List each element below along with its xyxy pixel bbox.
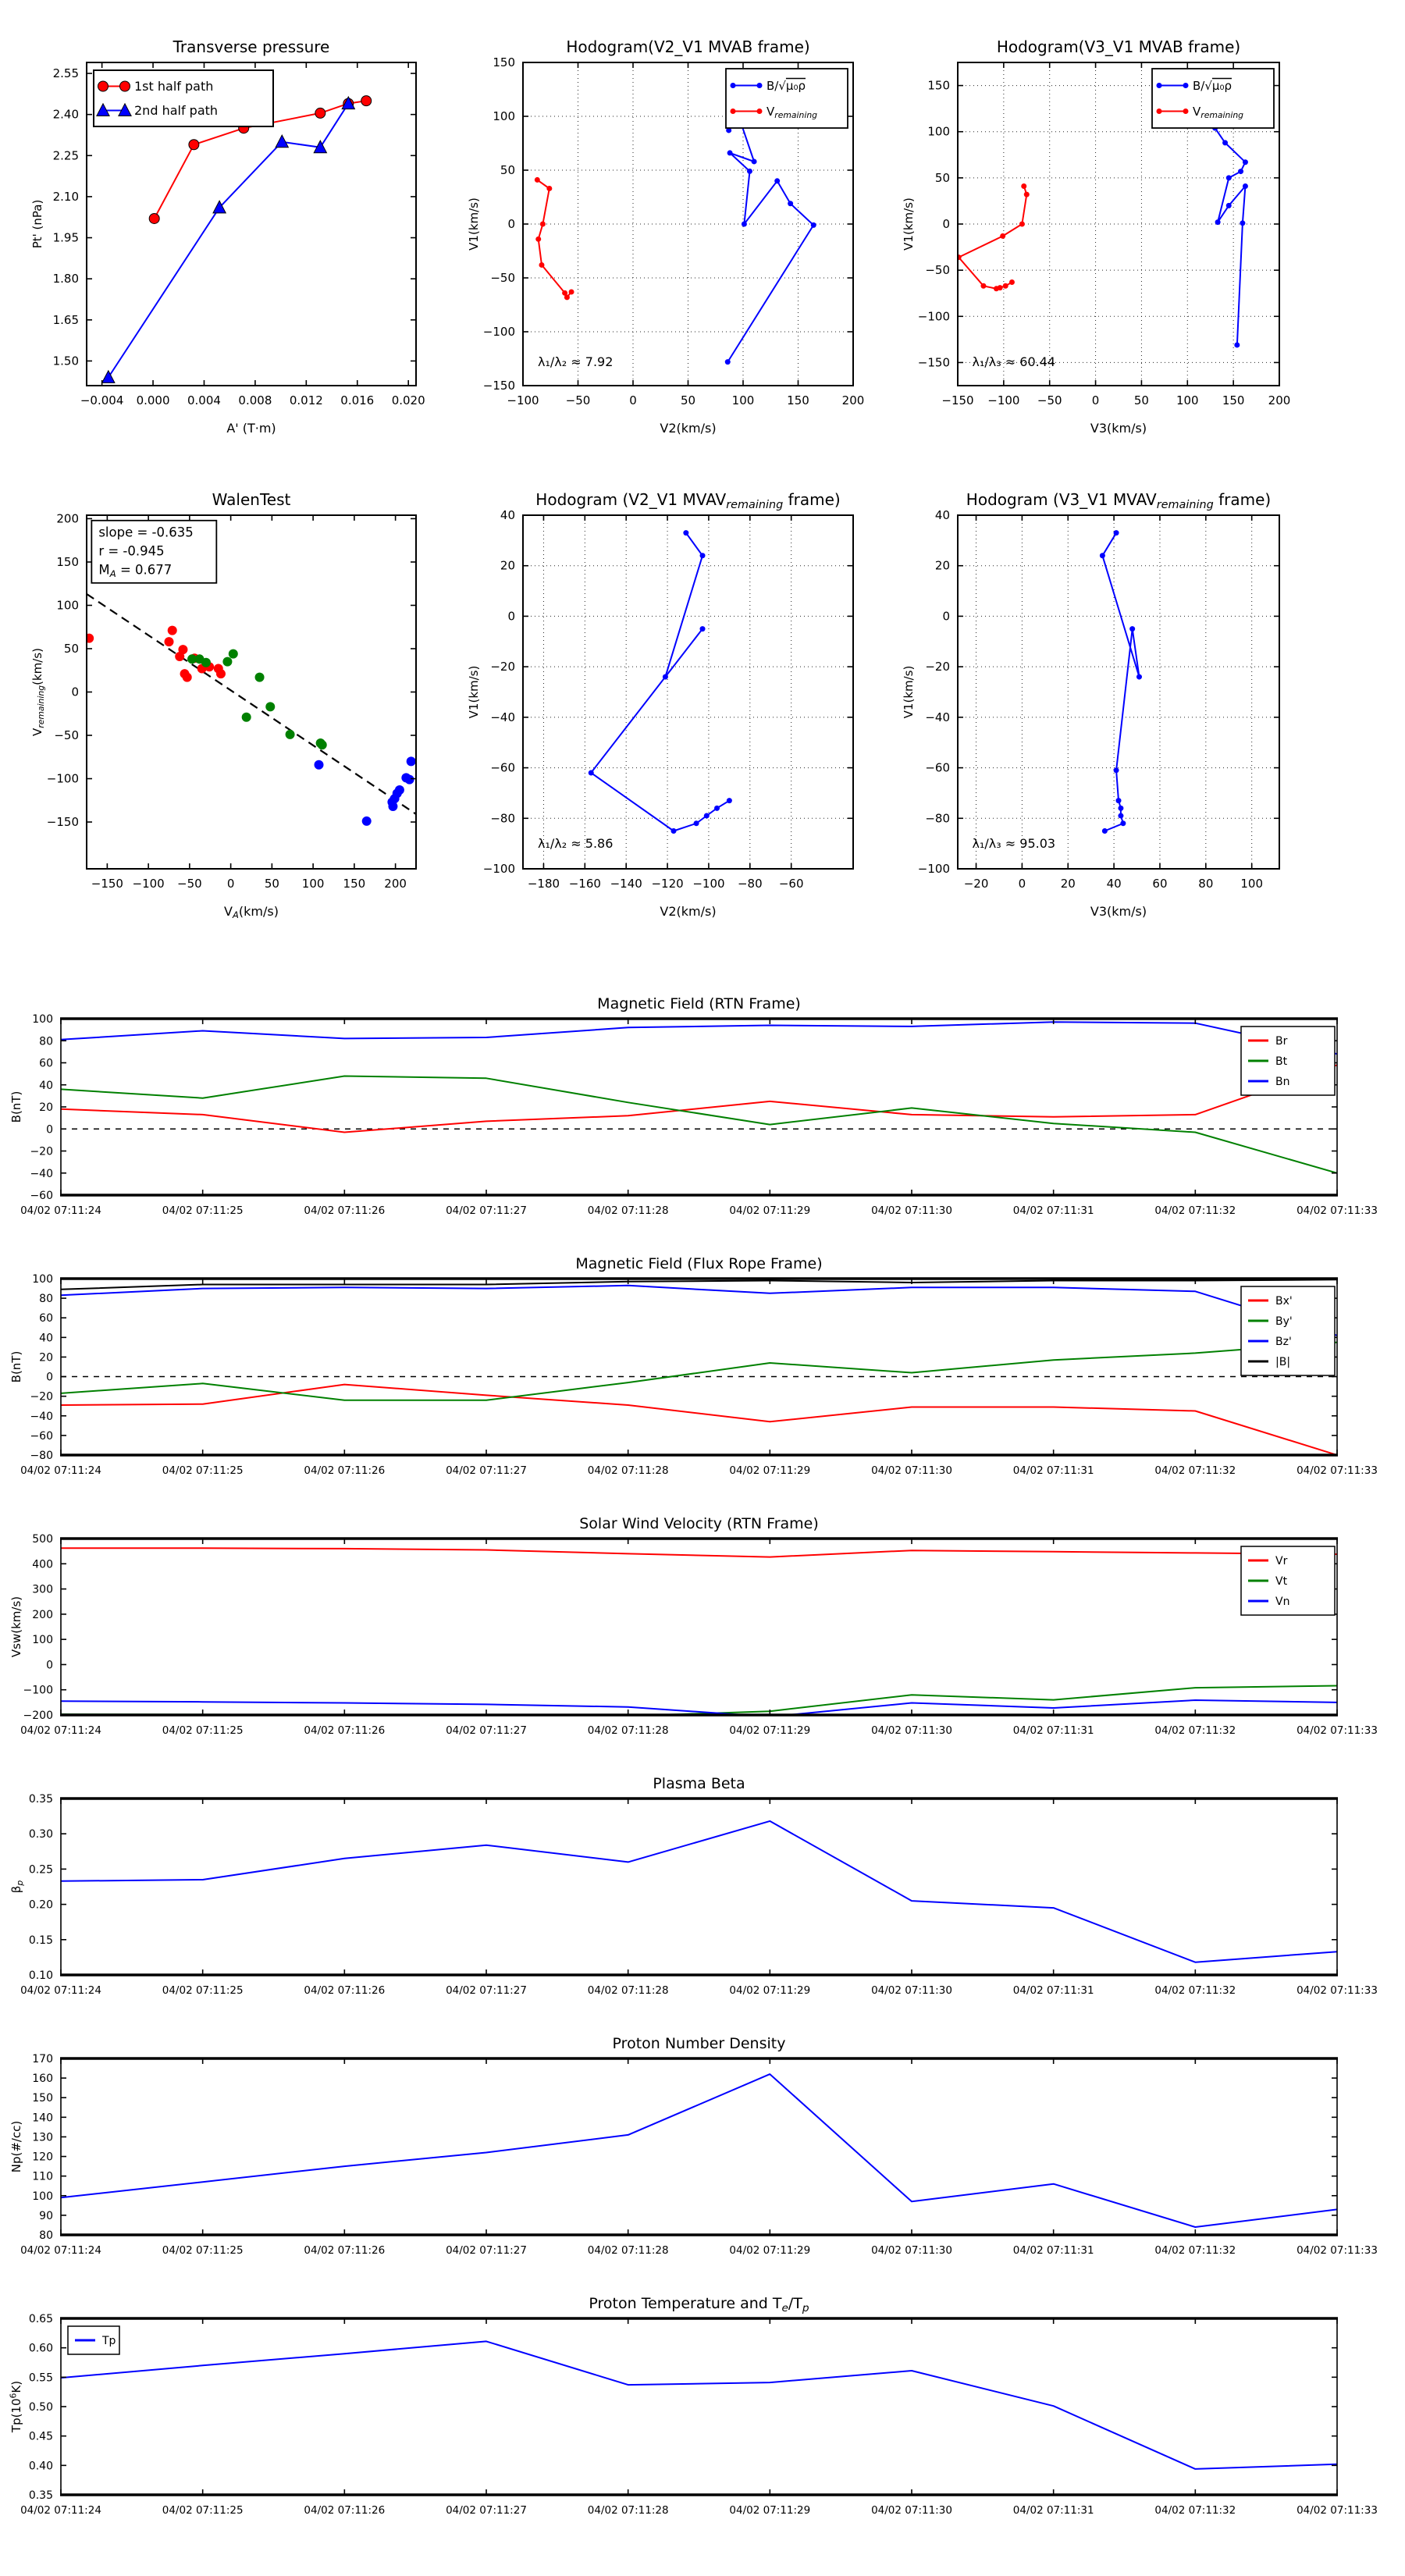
svg-text:04/02 07:11:33: 04/02 07:11:33 (1297, 2244, 1378, 2257)
svg-text:Vn: Vn (1275, 1595, 1290, 1608)
svg-text:100: 100 (927, 124, 950, 139)
svg-text:−60: −60 (778, 877, 804, 891)
chart-solar-wind-velocity (9, 1515, 1378, 1737)
svg-text:Br: Br (1275, 1034, 1288, 1048)
svg-text:200: 200 (1268, 393, 1291, 407)
svg-text:−100: −100 (46, 771, 79, 786)
svg-text:0.10: 0.10 (28, 1969, 53, 1982)
svg-text:−20: −20 (963, 877, 989, 891)
svg-text:40: 40 (39, 1332, 53, 1345)
svg-text:2.40: 2.40 (52, 107, 79, 122)
svg-text:0.40: 0.40 (28, 2460, 53, 2473)
svg-text:200: 200 (32, 1608, 53, 1621)
svg-text:04/02 07:11:28: 04/02 07:11:28 (587, 1984, 669, 1997)
svg-text:04/02 07:11:30: 04/02 07:11:30 (871, 1724, 952, 1737)
svg-text:150: 150 (343, 877, 366, 891)
svg-text:V1(km/s): V1(km/s) (467, 197, 481, 251)
svg-text:04/02 07:11:27: 04/02 07:11:27 (446, 2504, 527, 2517)
svg-text:04/02 07:11:32: 04/02 07:11:32 (1154, 1204, 1236, 1217)
svg-text:140: 140 (32, 2112, 53, 2125)
svg-text:04/02 07:11:31: 04/02 07:11:31 (1012, 1464, 1094, 1477)
svg-text:20: 20 (500, 558, 515, 573)
svg-text:80: 80 (39, 2229, 53, 2242)
svg-text:2.55: 2.55 (52, 66, 79, 81)
svg-text:−20: −20 (30, 1145, 53, 1158)
svg-text:60: 60 (1152, 877, 1168, 891)
svg-text:04/02 07:11:31: 04/02 07:11:31 (1012, 1724, 1094, 1737)
svg-text:110: 110 (32, 2170, 53, 2183)
svg-text:90: 90 (39, 2209, 53, 2222)
svg-text:slope = -0.635: slope = -0.635 (98, 525, 194, 540)
svg-text:Bz': Bz' (1275, 1335, 1292, 1348)
svg-text:60: 60 (39, 1312, 53, 1325)
svg-text:−150: −150 (91, 877, 123, 891)
svg-text:Plasma Beta: Plasma Beta (653, 1775, 745, 1792)
svg-text:500: 500 (32, 1533, 53, 1546)
svg-text:04/02 07:11:24: 04/02 07:11:24 (20, 2244, 101, 2257)
svg-text:WalenTest: WalenTest (212, 490, 291, 509)
svg-text:1st half path: 1st half path (134, 79, 214, 94)
svg-text:04/02 07:11:26: 04/02 07:11:26 (304, 1724, 386, 1737)
svg-text:Vremaining(km/s): $V_{remaining}(km/s)$ (30, 648, 46, 736)
svg-text:Hodogram(V3_V1 MVAB frame): Hodogram(V3_V1 MVAB frame) (996, 37, 1241, 56)
svg-text:0: 0 (507, 609, 515, 624)
svg-text:50: 50 (1133, 393, 1149, 407)
svg-text:200: 200 (841, 393, 865, 407)
svg-text:Bt: Bt (1275, 1055, 1288, 1068)
svg-text:−20: −20 (490, 660, 515, 674)
svg-text:Pt' (nPa): Pt' (nPa) (30, 199, 44, 249)
svg-text:0: 0 (507, 217, 515, 231)
svg-text:λ₁/λ₃ ≈ 60.44: λ₁/λ₃ ≈ 60.44 (972, 354, 1056, 370)
svg-text:0.012: 0.012 (289, 393, 323, 407)
svg-text:−50: −50 (925, 263, 950, 278)
svg-text:Bx': Bx' (1275, 1294, 1293, 1308)
svg-text:04/02 07:11:30: 04/02 07:11:30 (871, 2504, 952, 2517)
svg-text:−100: −100 (917, 862, 950, 876)
svg-text:100: 100 (731, 393, 755, 407)
svg-text:200: 200 (56, 511, 79, 526)
svg-text:B(nT): B(nT) (9, 1350, 23, 1383)
chart-proton-temperature (8, 2295, 1378, 2517)
svg-text:λ₁/λ₂ ≈ 5.86: λ₁/λ₂ ≈ 5.86 (538, 835, 614, 851)
svg-text:−100: −100 (482, 862, 515, 876)
svg-text:80: 80 (1198, 877, 1214, 891)
svg-text:−50: −50 (1037, 393, 1062, 407)
svg-text:04/02 07:11:27: 04/02 07:11:27 (446, 2244, 527, 2257)
svg-text:04/02 07:11:27: 04/02 07:11:27 (446, 1724, 527, 1737)
svg-text:−100: −100 (507, 393, 539, 407)
svg-text:1.80: 1.80 (52, 272, 79, 286)
svg-text:0.25: 0.25 (28, 1863, 53, 1877)
svg-text:150: 150 (32, 2092, 53, 2105)
svg-text:−150: −150 (941, 393, 974, 407)
svg-text:04/02 07:11:26: 04/02 07:11:26 (304, 1984, 386, 1997)
svg-text:Vr: Vr (1275, 1554, 1288, 1567)
svg-text:−80: −80 (737, 877, 763, 891)
svg-text:−100: −100 (23, 1684, 53, 1697)
svg-text:2.25: 2.25 (52, 148, 79, 163)
svg-text:100: 100 (493, 109, 515, 123)
svg-text:40: 40 (934, 508, 950, 522)
svg-text:130: 130 (32, 2131, 53, 2144)
svg-text:Hodogram(V2_V1 MVAB frame): Hodogram(V2_V1 MVAB frame) (566, 37, 810, 56)
svg-text:−60: −60 (30, 1190, 53, 1202)
svg-text:2nd half path: 2nd half path (134, 103, 219, 119)
svg-text:−80: −80 (925, 811, 950, 826)
chart-proton-number-density (9, 2035, 1378, 2257)
svg-text:−120: −120 (651, 877, 684, 891)
svg-text:120: 120 (32, 2151, 53, 2164)
svg-text:0.008: 0.008 (238, 393, 272, 407)
svg-text:−50: −50 (565, 393, 591, 407)
svg-text:0.30: 0.30 (28, 1828, 53, 1841)
svg-text:50: 50 (934, 170, 950, 185)
svg-text:0.45: 0.45 (28, 2430, 53, 2443)
svg-text:0.60: 0.60 (28, 2342, 53, 2355)
svg-text:20: 20 (1060, 877, 1076, 891)
svg-text:−140: −140 (610, 877, 642, 891)
svg-text:04/02 07:11:29: 04/02 07:11:29 (729, 1984, 811, 1997)
svg-text:100: 100 (32, 1273, 53, 1286)
svg-text:80: 80 (39, 1035, 53, 1048)
svg-text:0: 0 (46, 1123, 53, 1137)
svg-text:400: 400 (32, 1558, 53, 1571)
svg-text:150: 150 (787, 393, 809, 407)
svg-text:−100: −100 (482, 325, 515, 339)
svg-text:04/02 07:11:28: 04/02 07:11:28 (587, 1464, 669, 1477)
svg-text:Bn: Bn (1275, 1075, 1290, 1088)
svg-text:2.10: 2.10 (52, 189, 79, 204)
svg-text:−40: −40 (30, 1167, 53, 1180)
svg-text:0.55: 0.55 (28, 2371, 53, 2385)
svg-text:04/02 07:11:29: 04/02 07:11:29 (729, 1204, 811, 1217)
svg-text:Vremaining: $V_{remaining}$ (1193, 104, 1244, 120)
svg-text:V3(km/s): V3(km/s) (1090, 904, 1147, 919)
svg-text:Transverse pressure: Transverse pressure (173, 37, 330, 56)
svg-text:0.004: 0.004 (187, 393, 221, 407)
svg-text:0.50: 0.50 (28, 2401, 53, 2414)
svg-text:−50: −50 (177, 877, 202, 891)
svg-text:−20: −20 (30, 1390, 53, 1404)
chart-transverse-pressure (30, 37, 425, 436)
svg-text:0: 0 (1091, 393, 1100, 407)
svg-text:100: 100 (32, 1013, 53, 1026)
svg-text:Proton Number Density: Proton Number Density (612, 2035, 786, 2052)
svg-text:04/02 07:11:28: 04/02 07:11:28 (587, 1724, 669, 1737)
svg-text:50: 50 (264, 877, 279, 891)
svg-text:βp: $\beta_p$ (9, 1880, 25, 1894)
svg-text:Hodogram (V3_V1 MVAVremaining: Hodogram (V3_V1 $MVAV_{remaining}$ frame) (966, 490, 1272, 511)
svg-text:r = -0.945: r = -0.945 (98, 543, 165, 559)
svg-text:−60: −60 (490, 760, 515, 775)
svg-text:−50: −50 (54, 728, 79, 743)
svg-text:Vt: Vt (1275, 1574, 1288, 1588)
svg-text:0: 0 (942, 609, 950, 624)
svg-text:Np(#/cc): Np(#/cc) (9, 2120, 23, 2173)
svg-text:04/02 07:11:33: 04/02 07:11:33 (1297, 1204, 1378, 1217)
chart-mag-rtn (9, 995, 1378, 1217)
svg-text:04/02 07:11:28: 04/02 07:11:28 (587, 2504, 669, 2517)
svg-text:04/02 07:11:30: 04/02 07:11:30 (871, 1464, 952, 1477)
svg-text:20: 20 (39, 1351, 53, 1364)
svg-text:−100: −100 (987, 393, 1020, 407)
svg-text:50: 50 (680, 393, 696, 407)
svg-text:0: 0 (629, 393, 637, 407)
chart-walen-test (30, 490, 416, 920)
svg-text:0.016: 0.016 (340, 393, 375, 407)
svg-text:−60: −60 (925, 760, 950, 775)
svg-text:0.35: 0.35 (28, 1793, 53, 1806)
svg-text:−150: −150 (917, 355, 950, 370)
svg-text:04/02 07:11:31: 04/02 07:11:31 (1012, 2244, 1094, 2257)
svg-text:0: 0 (46, 1371, 53, 1384)
svg-text:100: 100 (1176, 393, 1199, 407)
svg-text:04/02 07:11:28: 04/02 07:11:28 (587, 1204, 669, 1217)
svg-text:300: 300 (32, 1583, 53, 1596)
svg-text:60: 60 (39, 1057, 53, 1070)
svg-text:04/02 07:11:25: 04/02 07:11:25 (162, 1984, 244, 1997)
svg-text:V1(km/s): V1(km/s) (467, 665, 481, 719)
svg-text:04/02 07:11:32: 04/02 07:11:32 (1154, 2504, 1236, 2517)
svg-text:04/02 07:11:33: 04/02 07:11:33 (1297, 1724, 1378, 1737)
svg-text:−100: −100 (132, 877, 165, 891)
svg-text:0.20: 0.20 (28, 1898, 53, 1912)
svg-text:150: 150 (493, 55, 515, 69)
svg-text:B/√μ₀ρ: B/√μ₀ρ (767, 78, 806, 93)
svg-text:20: 20 (39, 1101, 53, 1114)
svg-text:Proton Temperature and Te/Tp: Proton Temperature and $T_e/T_p$ (589, 2295, 809, 2314)
svg-text:04/02 07:11:30: 04/02 07:11:30 (871, 1984, 952, 1997)
svg-text:0: 0 (1018, 877, 1026, 891)
svg-text:04/02 07:11:24: 04/02 07:11:24 (20, 1204, 101, 1217)
svg-text:04/02 07:11:25: 04/02 07:11:25 (162, 1724, 244, 1737)
svg-text:−20: −20 (925, 660, 950, 674)
svg-text:04/02 07:11:26: 04/02 07:11:26 (304, 1204, 386, 1217)
svg-text:Vremaining: $V_{remaining}$ (767, 104, 818, 120)
chart-mag-flux-rope (9, 1255, 1378, 1477)
svg-text:−50: −50 (490, 271, 515, 285)
svg-text:04/02 07:11:24: 04/02 07:11:24 (20, 2504, 101, 2517)
svg-text:04/02 07:11:27: 04/02 07:11:27 (446, 1204, 527, 1217)
svg-text:04/02 07:11:24: 04/02 07:11:24 (20, 1724, 101, 1737)
svg-text:04/02 07:11:30: 04/02 07:11:30 (871, 1204, 952, 1217)
svg-text:04/02 07:11:27: 04/02 07:11:27 (446, 1984, 527, 1997)
svg-text:04/02 07:11:25: 04/02 07:11:25 (162, 2504, 244, 2517)
svg-text:50: 50 (500, 163, 515, 177)
svg-text:150: 150 (927, 78, 950, 93)
svg-text:40: 40 (500, 508, 515, 522)
svg-text:100: 100 (1240, 877, 1264, 891)
svg-text:0.15: 0.15 (28, 1934, 53, 1947)
svg-text:V2(km/s): V2(km/s) (660, 421, 717, 436)
svg-text:Vsw(km/s): Vsw(km/s) (9, 1596, 23, 1658)
svg-text:0.65: 0.65 (28, 2313, 53, 2325)
svg-text:04/02 07:11:33: 04/02 07:11:33 (1297, 2504, 1378, 2517)
svg-text:Tp: Tp (102, 2334, 116, 2347)
svg-text:04/02 07:11:28: 04/02 07:11:28 (587, 2244, 669, 2257)
svg-text:−100: −100 (692, 877, 725, 891)
chart-hodogram-v2v1-mvav (467, 490, 853, 919)
svg-text:−40: −40 (925, 710, 950, 724)
svg-text:04/02 07:11:26: 04/02 07:11:26 (304, 1464, 386, 1477)
svg-text:B/√μ₀ρ: B/√μ₀ρ (1193, 78, 1232, 93)
chart-hodogram-v3v1-mvav (902, 490, 1279, 919)
svg-text:0: 0 (46, 1659, 53, 1672)
svg-text:−180: −180 (527, 877, 560, 891)
svg-text:04/02 07:11:29: 04/02 07:11:29 (729, 1724, 811, 1737)
svg-text:150: 150 (56, 554, 79, 569)
svg-text:20: 20 (934, 558, 950, 573)
svg-text:160: 160 (32, 2073, 53, 2086)
svg-text:VA(km/s): $V_A(km/s)$ (224, 904, 279, 921)
svg-text:04/02 07:11:31: 04/02 07:11:31 (1012, 1984, 1094, 1997)
svg-text:λ₁/λ₂ ≈ 7.92: λ₁/λ₂ ≈ 7.92 (538, 354, 614, 370)
svg-text:0.020: 0.020 (391, 393, 425, 407)
svg-text:−150: −150 (482, 379, 515, 393)
svg-text:−160: −160 (568, 877, 601, 891)
svg-text:50: 50 (63, 641, 79, 656)
svg-text:04/02 07:11:33: 04/02 07:11:33 (1297, 1464, 1378, 1477)
svg-text:B(nT): B(nT) (9, 1091, 23, 1123)
svg-text:100: 100 (301, 877, 325, 891)
svg-text:04/02 07:11:26: 04/02 07:11:26 (304, 2244, 386, 2257)
svg-text:04/02 07:11:31: 04/02 07:11:31 (1012, 1204, 1094, 1217)
svg-text:04/02 07:11:25: 04/02 07:11:25 (162, 2244, 244, 2257)
svg-text:−80: −80 (490, 811, 515, 826)
svg-text:04/02 07:11:24: 04/02 07:11:24 (20, 1984, 101, 1997)
svg-text:100: 100 (32, 2190, 53, 2203)
svg-text:Magnetic Field (Flux Rope Fram: Magnetic Field (Flux Rope Frame) (575, 1255, 823, 1272)
svg-text:80: 80 (39, 1293, 53, 1306)
svg-text:−200: −200 (23, 1710, 53, 1722)
svg-text:1.50: 1.50 (52, 354, 79, 368)
svg-text:Solar Wind Velocity (RTN Frame: Solar Wind Velocity (RTN Frame) (579, 1515, 819, 1532)
svg-text:04/02 07:11:31: 04/02 07:11:31 (1012, 2504, 1094, 2517)
svg-text:04/02 07:11:32: 04/02 07:11:32 (1154, 1984, 1236, 1997)
svg-text:1.65: 1.65 (52, 312, 79, 327)
svg-text:40: 40 (1106, 877, 1122, 891)
svg-text:Hodogram (V2_V1 MVAVremaining: Hodogram (V2_V1 $MVAV_{remaining}$ frame) (535, 490, 841, 511)
svg-text:−100: −100 (917, 309, 950, 324)
svg-text:−150: −150 (46, 815, 79, 830)
svg-text:40: 40 (39, 1079, 53, 1092)
svg-text:100: 100 (32, 1634, 53, 1647)
chart-plasma-beta (9, 1775, 1378, 1997)
svg-text:170: 170 (32, 2053, 53, 2065)
svg-text:04/02 07:11:29: 04/02 07:11:29 (729, 2504, 811, 2517)
svg-text:04/02 07:11:29: 04/02 07:11:29 (729, 2244, 811, 2257)
svg-text:A' (T·m): A' (T·m) (226, 421, 276, 436)
svg-text:1.95: 1.95 (52, 230, 79, 245)
svg-text:04/02 07:11:32: 04/02 07:11:32 (1154, 2244, 1236, 2257)
svg-text:−80: −80 (30, 1450, 53, 1462)
svg-text:04/02 07:11:25: 04/02 07:11:25 (162, 1464, 244, 1477)
svg-text:|B|: |B| (1275, 1355, 1291, 1368)
svg-text:0: 0 (942, 217, 950, 231)
svg-text:Tp(106K): $Tp(10^6K)$ (8, 2380, 23, 2433)
svg-text:V1(km/s): V1(km/s) (902, 197, 916, 251)
svg-text:100: 100 (56, 598, 79, 613)
svg-text:Magnetic Field (RTN Frame): Magnetic Field (RTN Frame) (597, 995, 801, 1012)
svg-text:−40: −40 (490, 710, 515, 724)
chart-hodogram-v2v1-mvab (467, 37, 864, 436)
svg-text:λ₁/λ₃ ≈ 95.03: λ₁/λ₃ ≈ 95.03 (972, 835, 1056, 851)
svg-text:04/02 07:11:29: 04/02 07:11:29 (729, 1464, 811, 1477)
svg-text:By': By' (1275, 1315, 1293, 1328)
svg-text:−60: −60 (30, 1429, 53, 1443)
svg-text:04/02 07:11:26: 04/02 07:11:26 (304, 2504, 386, 2517)
svg-text:04/02 07:11:33: 04/02 07:11:33 (1297, 1984, 1378, 1997)
svg-text:MA = 0.677: $M_A = 0.677$ (98, 562, 173, 579)
svg-text:04/02 07:11:25: 04/02 07:11:25 (162, 1204, 244, 1217)
svg-text:200: 200 (384, 877, 407, 891)
svg-text:−0.004: −0.004 (80, 393, 124, 407)
svg-text:04/02 07:11:24: 04/02 07:11:24 (20, 1464, 101, 1477)
svg-text:0: 0 (71, 685, 79, 699)
svg-text:V2(km/s): V2(km/s) (660, 904, 717, 919)
svg-text:150: 150 (1222, 393, 1245, 407)
svg-text:04/02 07:11:32: 04/02 07:11:32 (1154, 1464, 1236, 1477)
svg-text:0: 0 (226, 877, 235, 891)
svg-text:V3(km/s): V3(km/s) (1090, 421, 1147, 436)
svg-text:0.35: 0.35 (28, 2489, 53, 2502)
svg-text:V1(km/s): V1(km/s) (902, 665, 916, 719)
svg-text:−40: −40 (30, 1410, 53, 1423)
svg-text:04/02 07:11:32: 04/02 07:11:32 (1154, 1724, 1236, 1737)
chart-hodogram-v3v1-mvab (902, 37, 1290, 436)
svg-text:04/02 07:11:30: 04/02 07:11:30 (871, 2244, 952, 2257)
svg-text:04/02 07:11:27: 04/02 07:11:27 (446, 1464, 527, 1477)
svg-text:0.000: 0.000 (136, 393, 170, 407)
